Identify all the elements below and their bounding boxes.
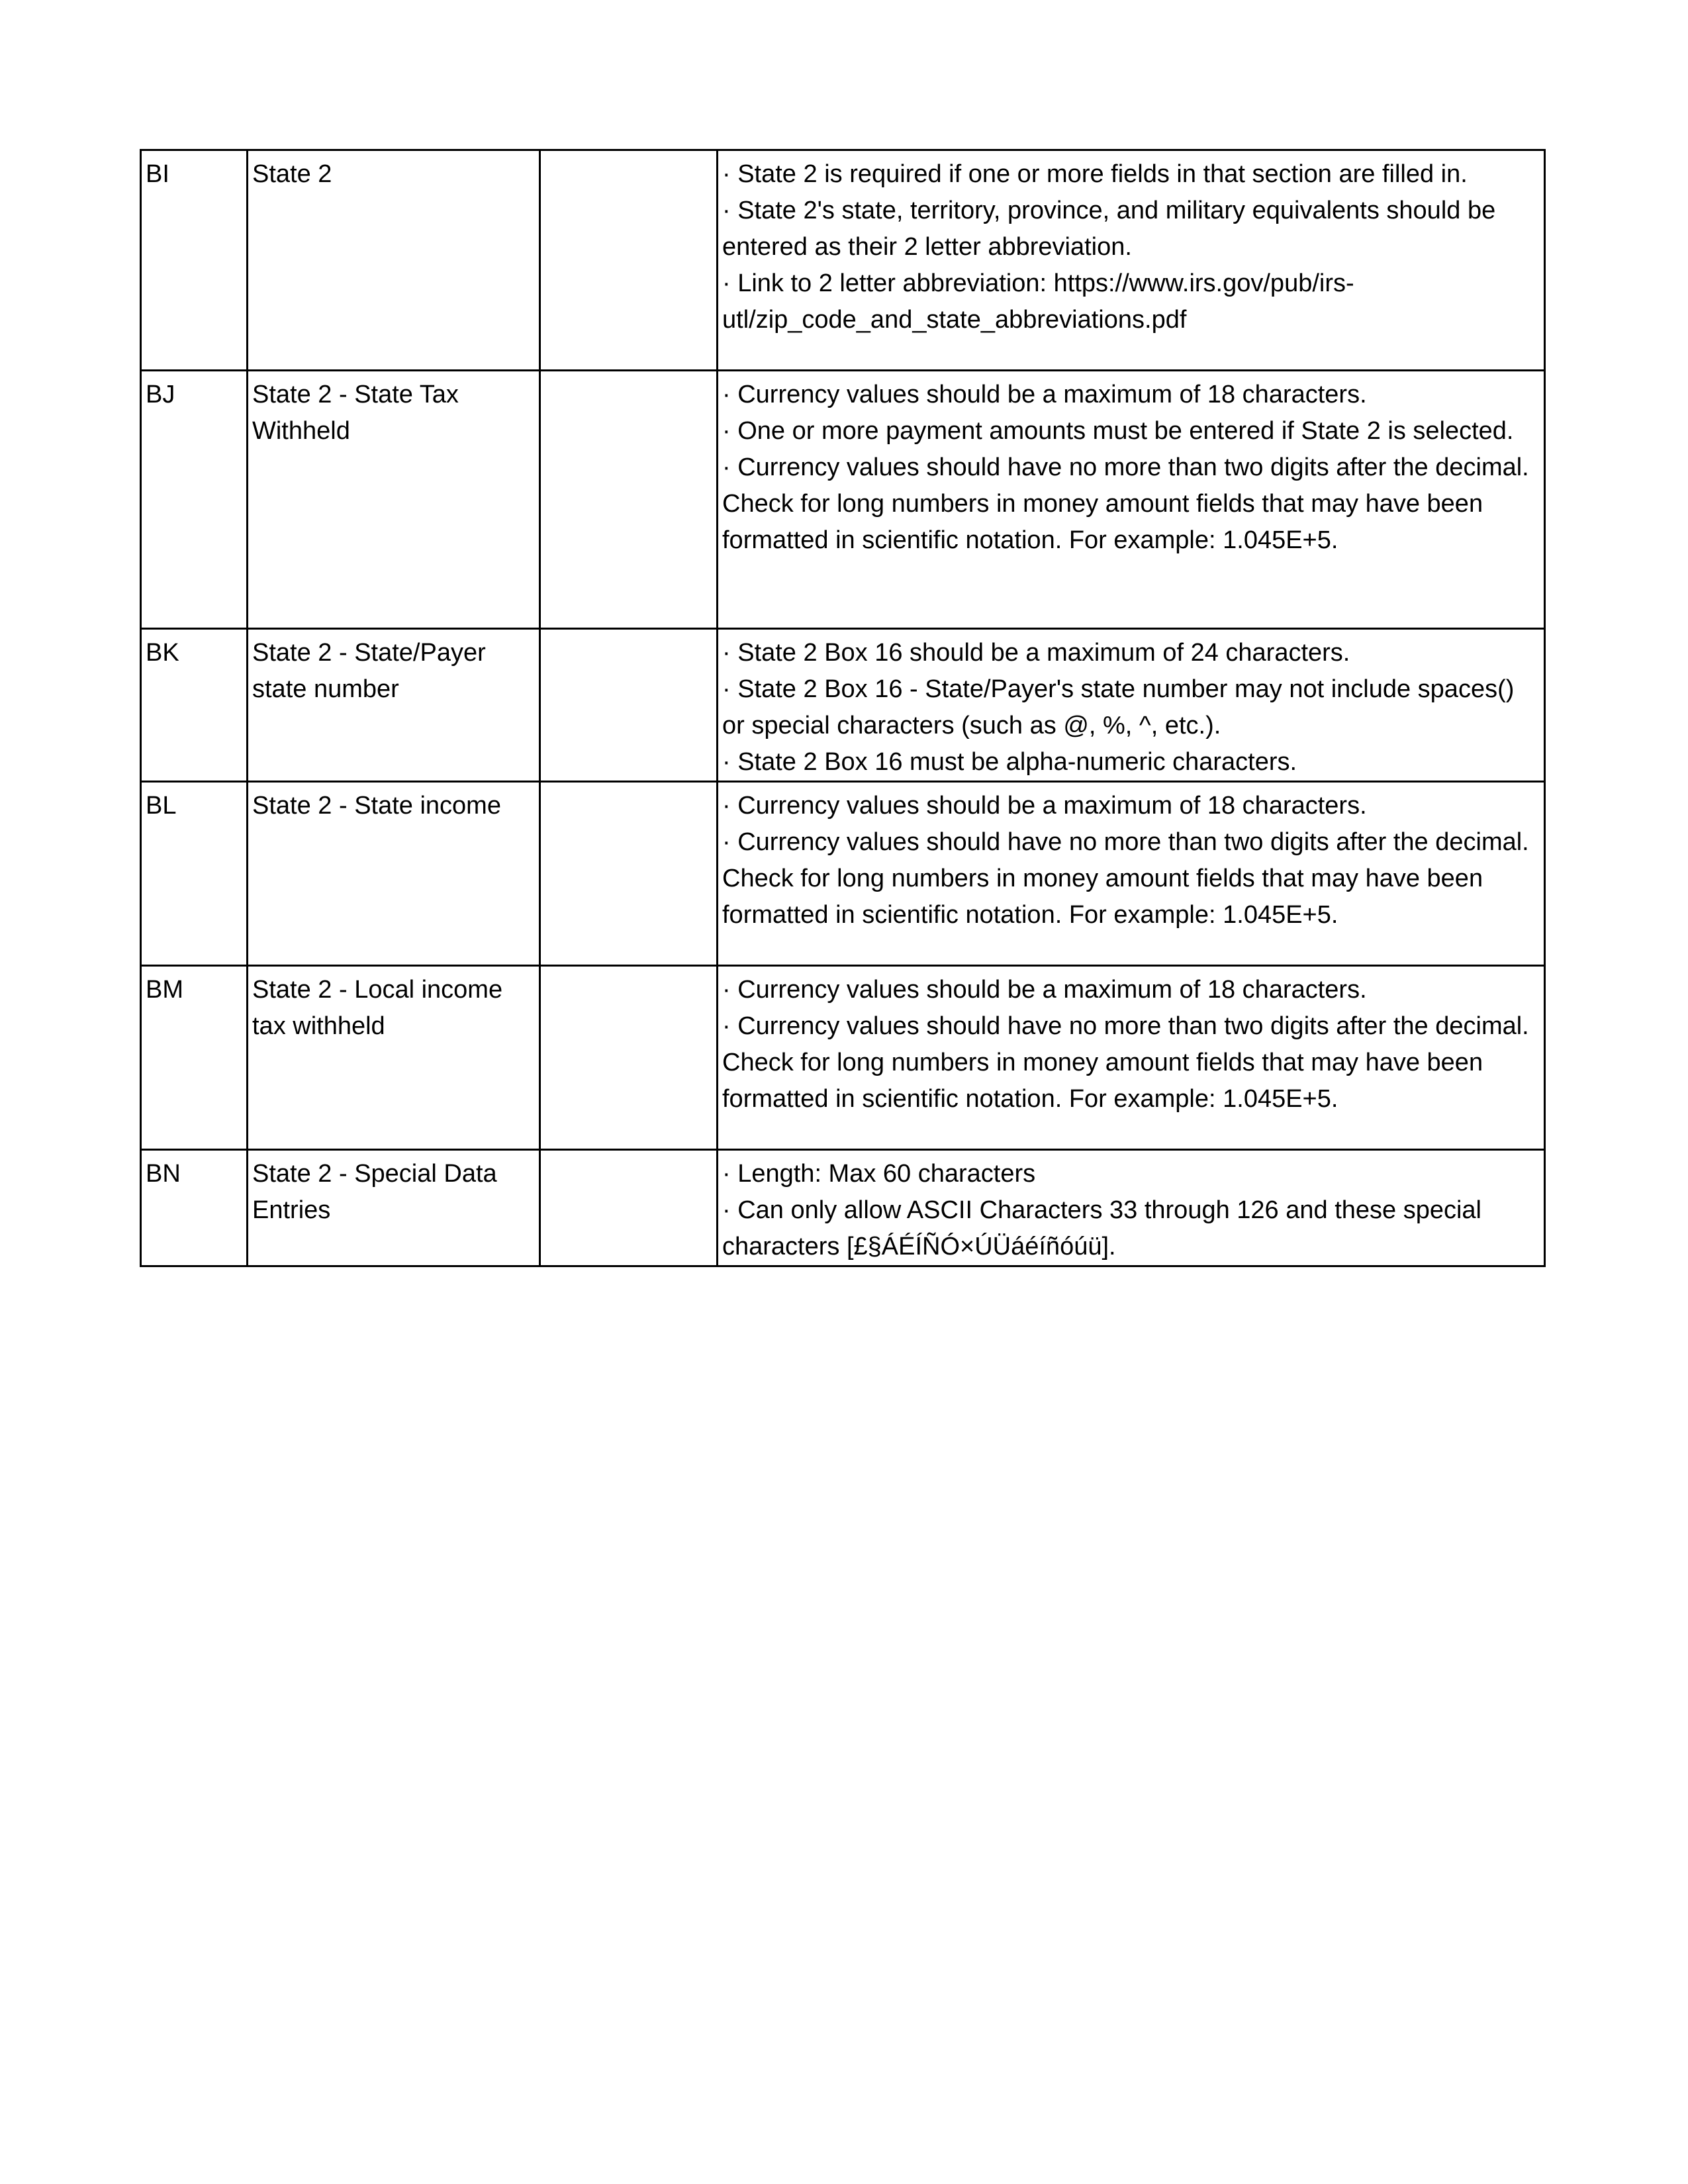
field-code-cell: BI xyxy=(141,150,248,371)
validation-rule: · State 2 is required if one or more fields in that section are filled in. xyxy=(722,160,1468,188)
validation-rule: · Can only allow ASCII Characters 33 through 126 and these special characters [£§ÁÉÍÑÓ×ÚÜáéíñóúü]. xyxy=(722,1196,1481,1260)
field-name-cell: State 2 - State Tax Withheld xyxy=(248,371,540,629)
table-row xyxy=(141,371,1545,629)
validation-rules-cell xyxy=(718,1150,1545,1266)
field-code-cell: BN xyxy=(141,1150,248,1266)
validation-rule: · Currency values should have no more than two digits after the decimal. Check for long numbers in money amount fields that may have been formatted in scientific notation. For example: 1.045E+5. xyxy=(722,828,1529,929)
validation-rule: · Currency values should be a maximum of 18 characters. xyxy=(722,381,1367,408)
blank-cell xyxy=(540,150,718,371)
validation-rule: · Length: Max 60 characters xyxy=(722,1160,1036,1188)
table-row xyxy=(141,1150,1545,1266)
validation-rule: · State 2 Box 16 - State/Payer's state number may not include spaces() or special characters (such as @, %, ^, etc.). xyxy=(722,675,1515,739)
table-row xyxy=(141,966,1545,1150)
validation-rule: · State 2 Box 16 must be alpha-numeric characters. xyxy=(722,748,1297,776)
validation-rule: · Currency values should have no more than two digits after the decimal. Check for long numbers in money amount fields that may have been formatted in scientific notation. For example: 1.045E+5. xyxy=(722,1012,1529,1113)
table-row xyxy=(141,150,1545,371)
blank-cell xyxy=(540,371,718,629)
validation-rules-cell xyxy=(718,629,1545,782)
field-name-cell: State 2 - State income xyxy=(248,782,540,966)
field-code-cell: BM xyxy=(141,966,248,1150)
field-name-cell: State 2 xyxy=(248,150,540,371)
validation-rule: · State 2 Box 16 should be a maximum of 24 characters. xyxy=(722,639,1350,667)
blank-cell xyxy=(540,629,718,782)
field-spec-table xyxy=(140,149,1546,1267)
field-name-cell: State 2 - Special Data Entries xyxy=(248,1150,540,1266)
field-spec-body xyxy=(141,150,1545,1266)
blank-cell xyxy=(540,966,718,1150)
validation-rule: · Currency values should have no more than two digits after the decimal. Check for long numbers in money amount fields that may have been formatted in scientific notation. For example: 1.045E+5. xyxy=(722,453,1529,554)
validation-rule: · One or more payment amounts must be entered if State 2 is selected. xyxy=(722,417,1514,445)
field-code-cell: BK xyxy=(141,629,248,782)
validation-rules-cell xyxy=(718,150,1545,371)
validation-rule: · State 2's state, territory, province, and military equivalents should be entered as their 2 letter abbreviation. xyxy=(722,197,1496,261)
blank-cell xyxy=(540,1150,718,1266)
validation-rule: · Link to 2 letter abbreviation: https://www.irs.gov/pub/irs-utl/zip_code_and_state_abbreviations.pdf xyxy=(722,269,1354,334)
field-code-cell: BJ xyxy=(141,371,248,629)
field-name-cell: State 2 - State/Payer state number xyxy=(248,629,540,782)
blank-cell xyxy=(540,782,718,966)
validation-rule: · Currency values should be a maximum of 18 characters. xyxy=(722,792,1367,820)
validation-rule: · Currency values should be a maximum of 18 characters. xyxy=(722,976,1367,1004)
field-name-cell: State 2 - Local income tax withheld xyxy=(248,966,540,1150)
table-row xyxy=(141,629,1545,782)
field-code-cell: BL xyxy=(141,782,248,966)
validation-rules-cell xyxy=(718,782,1545,966)
validation-rules-cell xyxy=(718,966,1545,1150)
validation-rules-cell xyxy=(718,371,1545,629)
table-row xyxy=(141,782,1545,966)
